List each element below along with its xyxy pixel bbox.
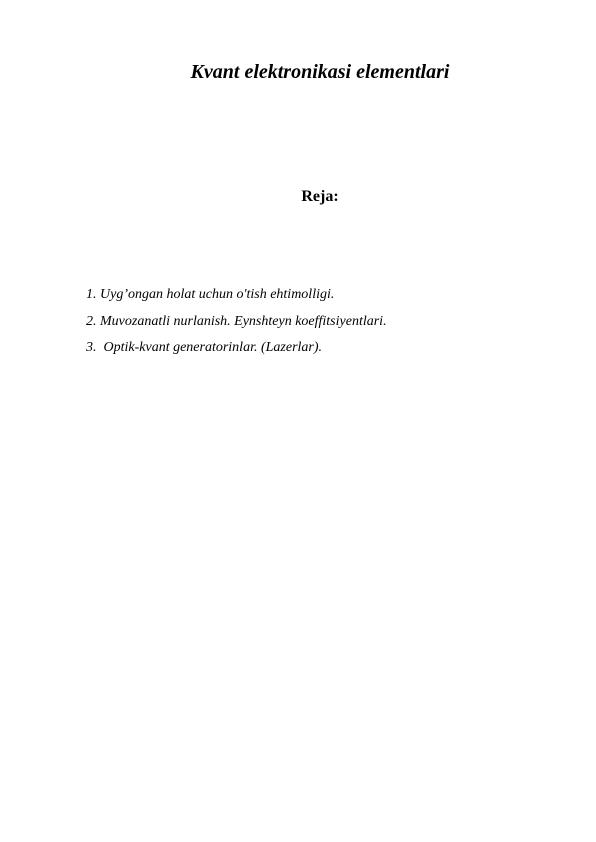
plan-list: [86, 282, 387, 362]
plan-heading: Reja:: [301, 188, 339, 205]
plan-item-2: 2. Muvozanatli nurlanish. Eynshteyn koeffitsiyentlari.: [86, 313, 387, 329]
document-title: Kvant elektronikasi elementlari: [190, 61, 450, 83]
plan-item-3: 3. Optik-kvant generatorinlar. (Lazerlar).: [86, 340, 323, 355]
plan-item-1: 1. Uyg’ongan holat uchun o'tish ehtimolligi.: [86, 287, 335, 302]
